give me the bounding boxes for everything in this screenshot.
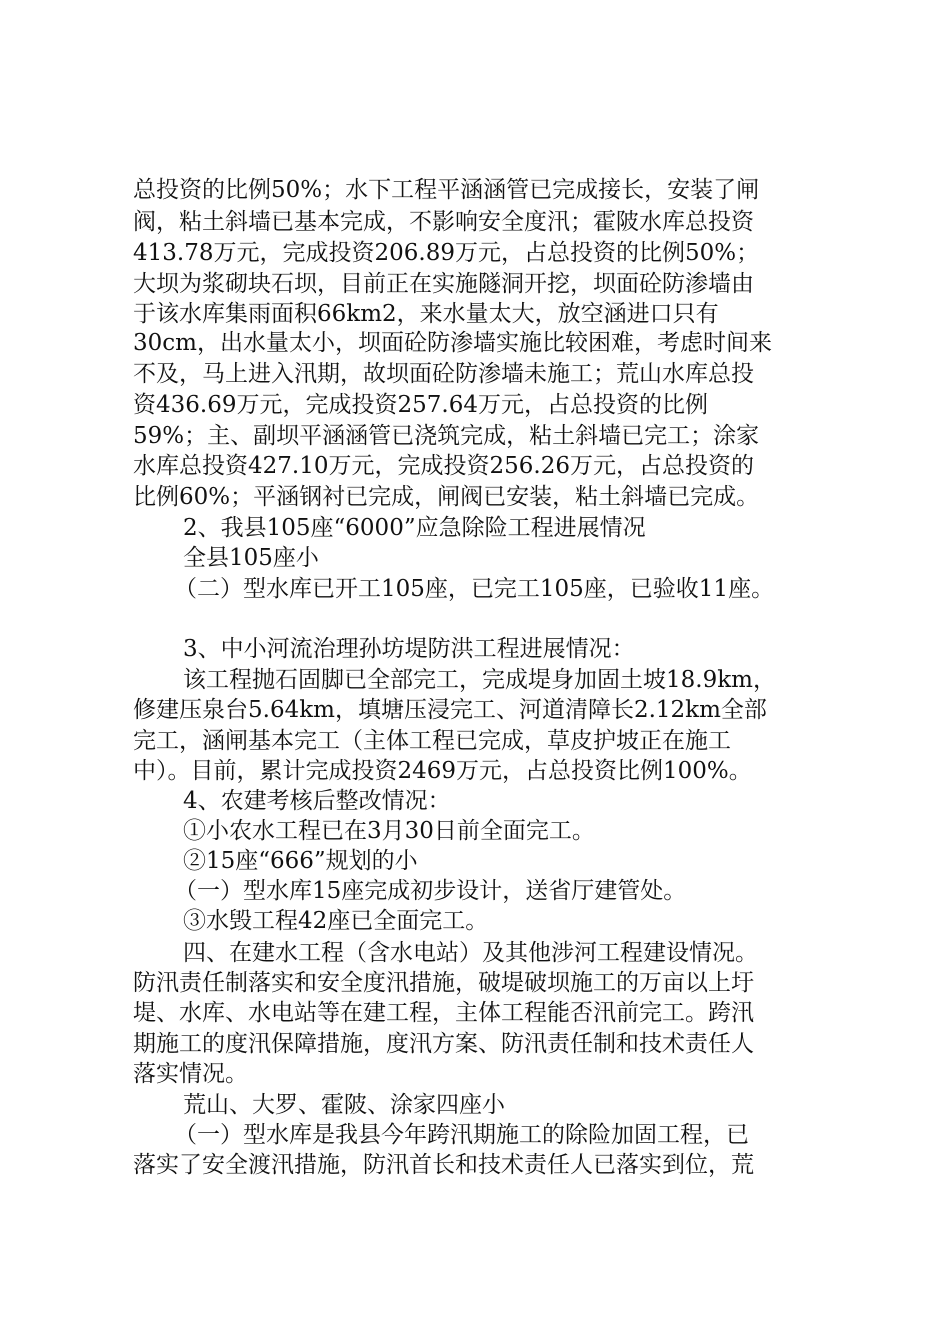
text-line: 30cm，出水量太小，坝面砼防渗墙实施比较困难，考虑时间来 xyxy=(133,330,772,356)
text-line: 该工程抛石固脚已全部完工，完成堤身加固土坡18.9km， xyxy=(183,667,776,693)
text-line: 期施工的度汛保障措施，度汛方案、防汛责任制和技术责任人 xyxy=(133,1031,754,1057)
text-line: 落实了安全渡汛措施，防汛首长和技术责任人已落实到位，荒 xyxy=(133,1152,754,1178)
text-line: 荒山、大罗、霍陂、涂家四座小 xyxy=(183,1092,505,1118)
text-line: 水库总投资427.10万元，完成投资256.26万元，占总投资的 xyxy=(133,453,754,479)
text-line: 阀，粘土斜墙已基本完成，不影响安全度汛；霍陂水库总投资 xyxy=(133,209,754,235)
list-item: ①小农水工程已在3月30日前全面完工。 xyxy=(183,818,595,844)
text-line: 413.78万元，完成投资206.89万元，占总投资的比例50%； xyxy=(133,240,760,266)
text-line: （一）型水库是我县今年跨汛期施工的除险加固工程，已 xyxy=(174,1122,749,1148)
text-line: （二）型水库已开工105座，已完工105座，已验收11座。 xyxy=(174,576,775,602)
text-line: 比例60%；平涵钢衬已完成，闸阀已安装，粘土斜墙已完成。 xyxy=(133,484,760,510)
text-line: 堤、水库、水电站等在建工程，主体工程能否汛前完工。跨汛 xyxy=(133,1000,754,1026)
text-line: 完工，涵闸基本完工（主体工程已完成，草皮护坡正在施工 xyxy=(133,728,731,754)
text-line: 中）。目前，累计完成投资2469万元，占总投资比例100%。 xyxy=(133,758,752,784)
text-line: 59%；主、副坝平涵涵管已浇筑完成，粘土斜墙已完工；涂家 xyxy=(133,423,760,449)
text-line: 防汛责任制落实和安全度汛措施，破堤破坝施工的万亩以上圩 xyxy=(133,970,754,996)
text-line: 资436.69万元，完成投资257.64万元，占总投资的比例 xyxy=(133,392,708,418)
text-line: 落实情况。 xyxy=(133,1061,248,1087)
text-line: 总投资的比例50%；水下工程平涵涵管已完成接长，安装了闸 xyxy=(133,177,760,203)
list-item: ②15座“666”规划的小 xyxy=(183,848,418,874)
section-heading: 4、农建考核后整改情况： xyxy=(183,788,451,814)
section-heading: 2、我县105座“6000”应急除险工程进展情况 xyxy=(183,515,646,541)
section-heading: 3、中小河流治理孙坊堤防洪工程进展情况： xyxy=(183,636,635,662)
text-line: 于该水库集雨面积66km2，来水量太大，放空涵进口只有 xyxy=(133,301,719,327)
text-line: 大坝为浆砌块石坝，目前正在实施隧洞开挖，坝面砼防渗墙由 xyxy=(133,271,754,297)
text-line: 修建压泉台5.64km，填塘压浸完工、河道清障长2.12km全部 xyxy=(133,697,767,723)
section-heading: 四、在建水工程（含水电站）及其他涉河工程建设情况。 xyxy=(183,940,758,966)
list-item: ③水毁工程42座已全面完工。 xyxy=(183,908,489,934)
text-line: （一）型水库15座完成初步设计，送省厅建管处。 xyxy=(174,878,687,904)
text-line: 不及，马上进入汛期，故坝面砼防渗墙未施工；荒山水库总投 xyxy=(133,361,754,387)
text-line: 全县105座小 xyxy=(183,545,319,571)
